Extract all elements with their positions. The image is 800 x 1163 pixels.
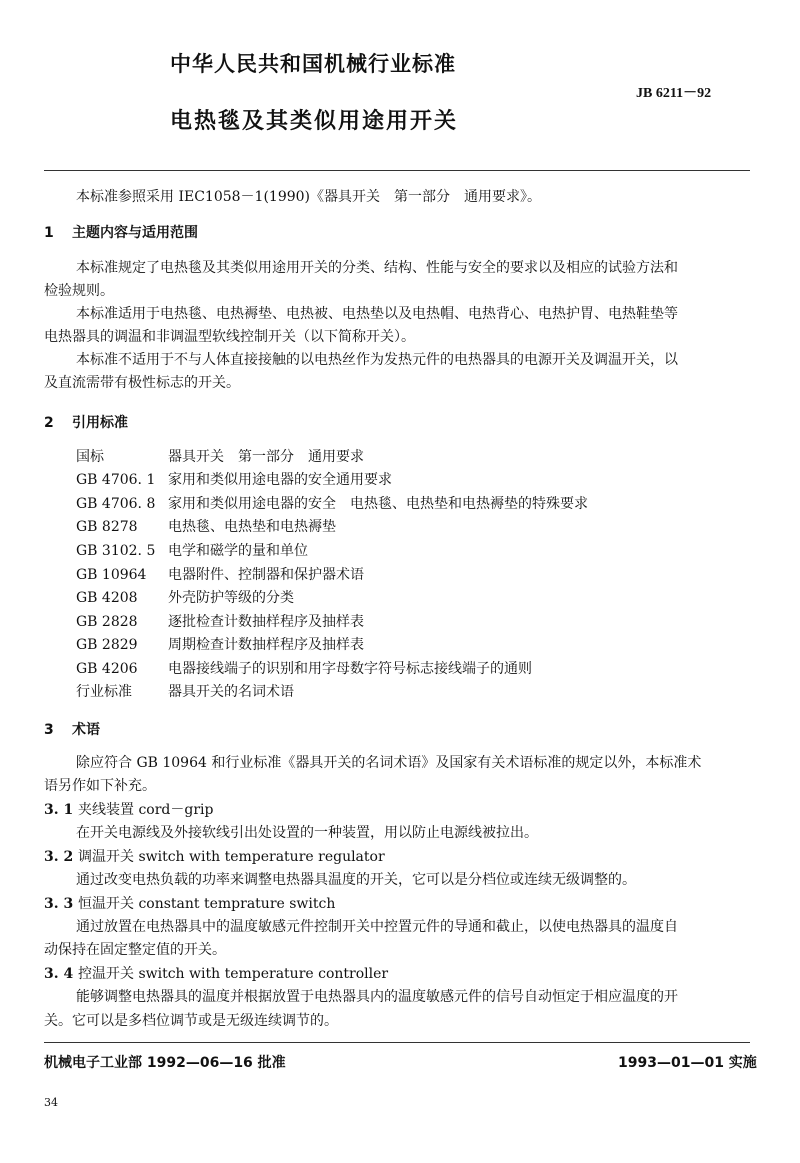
reference-row [76,587,294,607]
term-number: 3. 3 [44,896,74,912]
section-title: 主题内容与适用范围 [72,225,198,241]
page-number: 34 [44,1096,58,1109]
reference-row [76,516,336,536]
paragraph-line: 本标准规定了电热毯及其类似用途用开关的分类、结构、性能与安全的要求以及相应的试验方法和 [76,260,678,276]
reference-row [76,658,532,678]
section-2-heading [44,412,128,432]
reference-code: 国标 [76,449,104,465]
term-number: 3. 2 [44,849,74,865]
approval-note: 机械电子工业部 1992—06—16 批准 [44,1055,286,1071]
term-heading [44,893,335,916]
term-definition: 动保持在固定整定值的开关。 [44,942,226,958]
reference-code: GB 10964 [76,567,147,583]
reference-row [76,446,364,466]
reference-title: 器具开关 第一部分 通用要求 [168,449,364,465]
term-definition: 在开关电源线及外接软线引出处设置的一种装置，用以防止电源线被拉出。 [76,825,538,841]
term-number: 3. 4 [44,966,74,982]
section-3-heading [44,719,100,739]
term-name: 恒温开关 constant temprature switch [78,896,336,912]
reference-title: 外壳防护等级的分类 [168,590,294,606]
reference-title: 器具开关的名词术语 [168,684,294,700]
term-name: 夹线装置 cord－grip [78,802,214,818]
term-number: 3. 1 [44,802,74,818]
term-name: 控温开关 switch with temperature controller [78,966,389,982]
section-title: 引用标准 [72,415,128,431]
term-definition: 通过改变电热负载的功率来调整电热器具温度的开关，它可以是分档位或连续无级调整的。 [76,872,636,888]
reference-row [76,540,308,560]
paragraph-line: 语另作如下补充。 [44,778,156,794]
paragraph-line: 本标准适用于电热毯、电热褥垫、电热被、电热垫以及电热帽、电热背心、电热护胃、电热鞋垫等 [76,306,678,322]
section-1-heading [44,222,198,242]
reference-code: GB 2828 [76,614,138,630]
term-heading [44,963,388,986]
reference-row [76,611,364,631]
paragraph-line: 除应符合 GB 10964 和行业标准《器具开关的名词术语》及国家有关术语标准的规定以外，本标准术 [76,755,702,771]
reference-title: 电热毯、电热垫和电热褥垫 [168,519,336,535]
reference-code: GB 4706. 1 [76,472,156,488]
reference-row [76,469,392,489]
paragraph-line: 电热器具的调温和非调温型软线控制开关（以下简称开关）。 [44,329,415,345]
paragraph-line: 检验规则。 [44,283,114,299]
reference-title: 周期检查计数抽样程序及抽样表 [168,637,364,653]
reference-title: 家用和类似用途电器的安全通用要求 [168,472,392,488]
reference-title: 电器附件、控制器和保护器术语 [168,567,364,583]
document-title: 电热毯及其类似用途用开关 [170,109,459,134]
intro-text: 本标准参照采用 IEC1058－1(1990)《器具开关 第一部分 通用要求》。 [76,189,541,205]
reference-row [76,493,588,513]
reference-code: GB 4206 [76,661,138,677]
reference-title: 电学和磁学的量和单位 [168,543,308,559]
reference-code: 行业标准 [76,684,132,700]
paragraph-line: 及直流需带有极性标志的开关。 [44,375,240,391]
section-title: 术语 [72,722,100,738]
reference-code: GB 4706. 8 [76,496,156,512]
standard-code: JB 6211－92 [636,86,712,101]
reference-row [76,564,364,584]
term-heading [44,846,385,869]
footer-rule [44,1042,750,1043]
term-heading [44,799,213,822]
reference-row [76,681,294,701]
term-name: 调温开关 switch with temperature regulator [78,849,385,865]
term-definition: 能够调整电热器具的温度并根据放置于电热器具内的温度敏感元件的信号自动恒定于相应温度的开 [76,989,678,1005]
issuing-organization: 中华人民共和国机械行业标准 [170,52,456,76]
reference-title: 家用和类似用途电器的安全 电热毯、电热垫和电热褥垫的特殊要求 [168,496,588,512]
reference-code: GB 8278 [76,519,138,535]
reference-row [76,634,364,654]
implementation-date: 1993—01—01 实施 [618,1055,757,1071]
reference-code: GB 2829 [76,637,138,653]
reference-code: GB 4208 [76,590,138,606]
term-definition: 关。它可以是多档位调节或是无级连续调节的。 [44,1013,338,1029]
section-number: 1 [44,225,54,241]
section-number: 2 [44,415,54,431]
header-rule [44,170,750,171]
reference-title: 电器接线端子的识别和用字母数字符号标志接线端子的通则 [168,661,532,677]
reference-code: GB 3102. 5 [76,543,156,559]
section-number: 3 [44,722,54,738]
paragraph-line: 本标准不适用于不与人体直接接触的以电热丝作为发热元件的电热器具的电源开关及调温开关，以 [76,352,678,368]
reference-title: 逐批检查计数抽样程序及抽样表 [168,614,364,630]
term-definition: 通过放置在电热器具中的温度敏感元件控制开关中控置元件的导通和截止，以使电热器具的温度自 [76,919,678,935]
